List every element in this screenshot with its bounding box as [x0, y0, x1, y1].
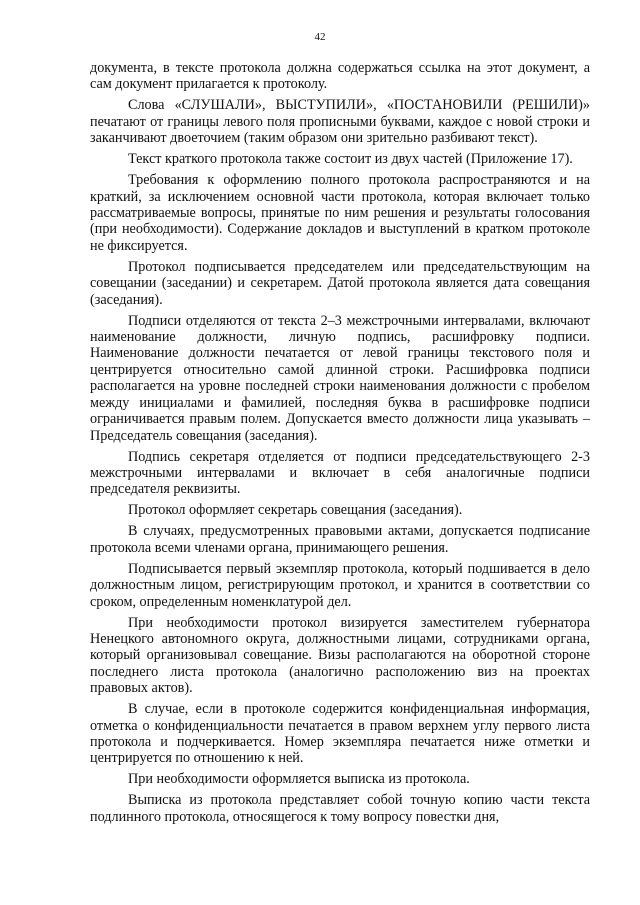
paragraph-signatures: Подписи отделяются от текста 2–3 межстрочными интервалами, включают наименование должности, личную подпись, расшифровку подписи. Наименование должности печатается от левой границы текстового поля и центрируется относительно самой длинной строки. Расшифровка подписи располагается на уровне последней строки наименования должности с пробелом между инициалами и фамилией, последняя буква в расшифровке подписи ограничивается правым полем. Допускается вместо должности лица указывать – Председатель совещания (заседания).	[90, 312, 590, 444]
paragraph-continuation: документа, в тексте протокола должна содержаться ссылка на этот документ, а сам документ прилагается к протоколу.	[90, 60, 590, 93]
paragraph-extract-needed: При необходимости оформляется выписка из протокола.	[128, 771, 470, 788]
document-body	[90, 60, 590, 825]
paragraph-secretary-signature: Подпись секретаря отделяется от подписи председательствующего 2-3 межстрочными интервалами и включает в себя аналогичные подписи председателя реквизиты.	[90, 448, 590, 498]
paragraph-secretary-prepares: Протокол оформляет секретарь совещания (заседания).	[128, 502, 463, 519]
paragraph-section-words: Слова «СЛУШАЛИ», ВЫСТУПИЛИ», «ПОСТАНОВИЛИ (РЕШИЛИ)» печатают от границы левого поля прописными буквами, каждое с новой строки и заканчивают двоеточием (таким образом они зрительно разбивают текст).	[90, 97, 590, 147]
paragraph-all-members-sign: В случаях, предусмотренных правовыми актами, допускается подписание протокола всеми членами органа, принимающего решения.	[90, 523, 590, 556]
paragraph-visas: При необходимости протокол визируется заместителем губернатора Ненецкого автономного округа, должностными лицами, сотрудниками органа, который организовывал совещание. Визы располагаются на оборотной стороне последнего листа протокола (аналогично расположению виз на проектах правовых актов).	[90, 614, 590, 697]
paragraph-full-protocol-requirements: Требования к оформлению полного протокола распространяются и на краткий, за исключением основной части протокола, которая включает только рассматриваемые вопросы, принятые по ним решения и результаты голосования (при необходимости). Содержание докладов и выступлений в кратком протоколе не фиксируется.	[90, 172, 590, 254]
page-number: 42	[314, 31, 326, 43]
paragraph-confidential: В случае, если в протоколе содержится конфиденциальная информация, отметка о конфиденциальности печатается в правом верхнем углу первого листа протокола и подчеркивается. Номер экземпляра печатается ниже отметки и центрируется по отношению к ней.	[90, 701, 590, 767]
paragraph-short-protocol: Текст краткого протокола также состоит из двух частей (Приложение 17).	[128, 151, 573, 168]
paragraph-protocol-signing: Протокол подписывается председателем или председательствующим на совещании (заседании) и секретарем. Датой протокола является дата совещания (заседания).	[90, 258, 590, 308]
paragraph-extract-definition: Выписка из протокола представляет собой точную копию части текста подлинного протокола, относящегося к тому вопросу повестки дня,	[90, 792, 590, 825]
paragraph-first-copy: Подписывается первый экземпляр протокола, который подшивается в дело должностным лицом, регистрирующим протокол, и хранится в соответствии со сроком, определенным номенклатурой дел.	[90, 560, 590, 610]
